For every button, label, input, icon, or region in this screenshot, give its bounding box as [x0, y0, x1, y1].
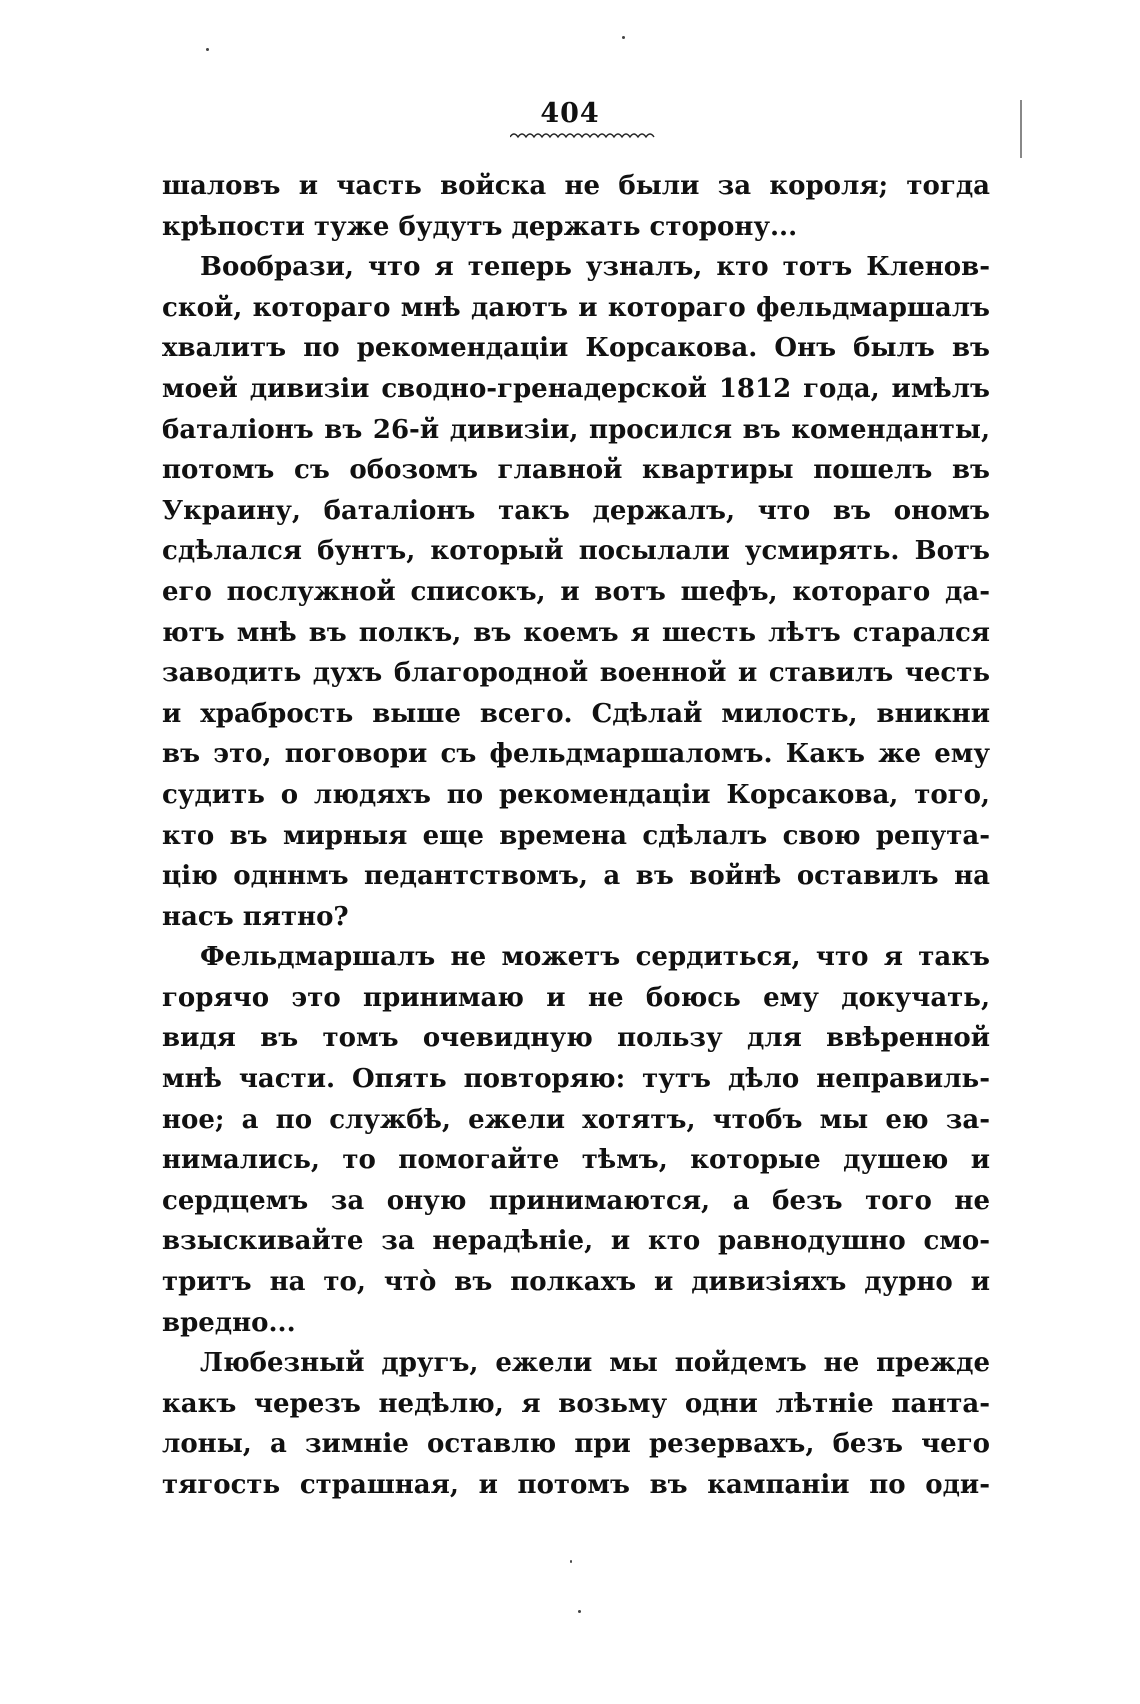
text-line: его послужной списокъ, и вотъ шефъ, котораго да- [162, 576, 990, 607]
dust-speck [206, 48, 209, 51]
text-line: Фельдмаршалъ не можетъ сердиться, что я такъ [200, 942, 990, 973]
text-line: тритъ на то, что̀ въ полкахъ и дивизіяхъ дурно и [162, 1267, 990, 1298]
text-line: Украину, баталіонъ такъ держалъ, что въ ономъ [162, 495, 990, 526]
text-line: сдѣлался бунтъ, который посылали усмирять. Вотъ [162, 536, 990, 567]
text-line: взыскивайте за нерадѣніе, и кто равнодушно смо- [162, 1226, 990, 1257]
text-line: ской, котораго мнѣ даютъ и котораго фельдмаршалъ [162, 292, 990, 323]
text-line: Любезный другъ, ежели мы пойдемъ не прежде [200, 1348, 990, 1379]
text-line: насъ пятно? [162, 901, 349, 932]
dust-speck [570, 1560, 572, 1563]
dust-speck [622, 36, 625, 39]
text-line: кто въ мирныя еще времена сдѣлалъ свою репута- [162, 820, 990, 851]
text-line: крѣпости туже будутъ держать сторону... [162, 211, 798, 242]
text-line: и храбрость выше всего. Сдѣлай милость, вникни [162, 698, 990, 729]
text-line: вредно... [162, 1307, 296, 1338]
text-line: моей дивизіи сводно-гренадерской 1812 года, имѣлъ [162, 373, 990, 404]
text-line: нимались, то помогайте тѣмъ, которые душею и [162, 1145, 990, 1176]
text-line: видя въ томъ очевидную пользу для ввѣренной [162, 1023, 990, 1054]
text-line: цію одннмъ педантствомъ, а въ войнѣ оставилъ на [162, 861, 990, 892]
text-line: ютъ мнѣ въ полкъ, въ коемъ я шесть лѣтъ старался [162, 617, 990, 648]
text-line: Вообрази, что я теперь узналъ, кто тотъ Кленов- [200, 252, 990, 283]
text-line: хвалитъ по рекомендаціи Корсакова. Онъ былъ въ [162, 333, 990, 364]
body-text [162, 166, 990, 1506]
text-line: въ это, поговори съ фельдмаршаломъ. Какъ же ему [162, 739, 990, 770]
ornament-rule [510, 128, 655, 140]
dust-speck [578, 1610, 581, 1613]
text-line: ное; а по службѣ, ежели хотятъ, чтобъ мы ею за- [162, 1104, 990, 1135]
text-line: какъ черезъ недѣлю, я возьму одни лѣтніе панта- [162, 1388, 990, 1419]
page-number: 404 [540, 98, 600, 129]
text-line: мнѣ части. Опять повторяю: тутъ дѣло неправиль- [162, 1064, 990, 1095]
text-line: судить о людяхъ по рекомендаціи Корсакова, того, [162, 779, 990, 810]
text-line: потомъ съ обозомъ главной квартиры пошелъ въ [162, 455, 990, 486]
text-line: тягость страшная, и потомъ въ кампаніи по оди- [162, 1470, 990, 1500]
text-line: шаловъ и часть войска не были за короля; тогда [162, 171, 990, 201]
text-line: заводить духъ благородной военной и ставилъ честь [162, 658, 990, 689]
text-line: горячо это принимаю и не боюсь ему докучать, [162, 982, 990, 1013]
text-line: баталіонъ въ 26-й дивизіи, просился въ коменданты, [162, 414, 990, 445]
text-line: сердцемъ за оную принимаются, а безъ того не [162, 1185, 990, 1216]
text-line: лоны, а зимніе оставлю при резервахъ, безъ чего [162, 1429, 990, 1460]
